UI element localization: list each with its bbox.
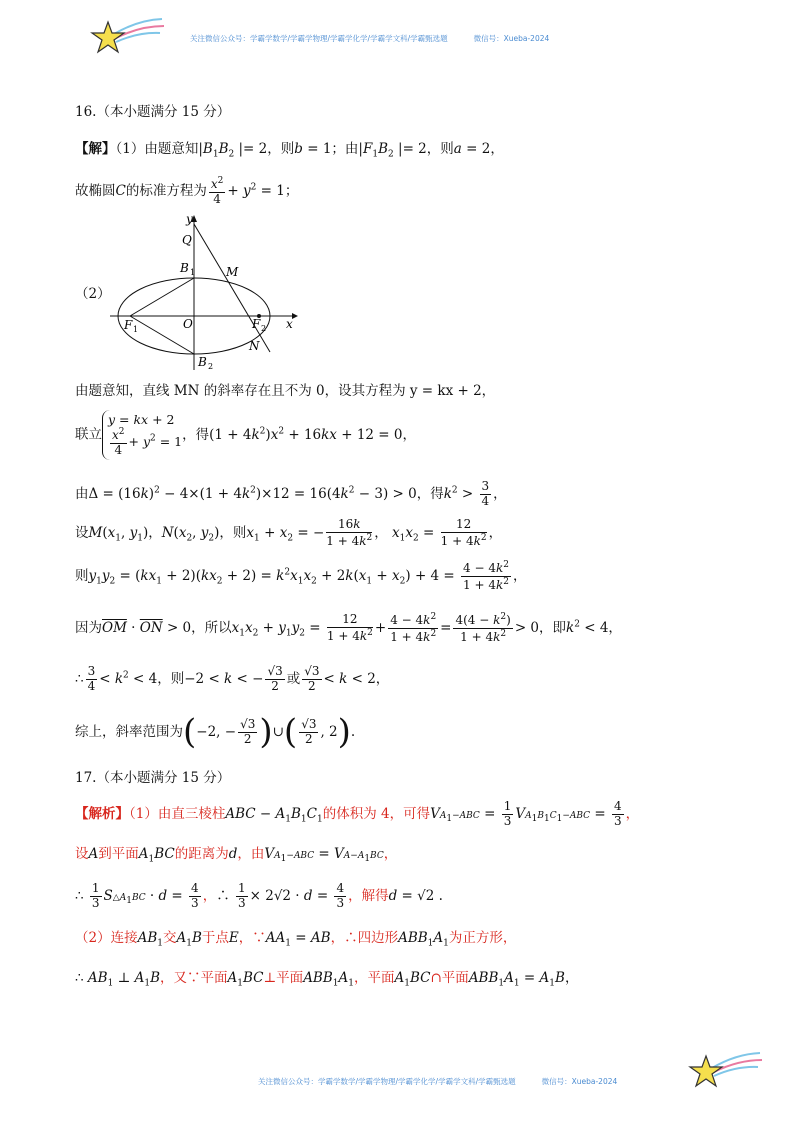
- q17-text: （2）连接: [75, 930, 138, 946]
- q16-text: 设: [75, 524, 89, 541]
- q17-text: ，平面: [354, 970, 395, 986]
- star-logo-icon: [88, 14, 168, 60]
- q16-text: ，即: [539, 619, 567, 636]
- q16-text: ；: [284, 182, 299, 199]
- q17-text: 交: [163, 930, 177, 946]
- star-logo-icon: [686, 1048, 766, 1094]
- q17-solve-d-line: ∴ $\frac{1}{3}$ $S\triangle A_1BC \cdot d$ = $\frac{4}{3}$ ，∴ $\frac{1}{3}$ × 2√2 · d = $\frac{4}{3}$ ，解得d = √2 .: [75, 881, 443, 910]
- q16-text: ，则: [267, 141, 295, 157]
- q16-text: ∴: [75, 670, 84, 687]
- svg-text:1: 1: [133, 325, 139, 334]
- q16-text: ，所以: [191, 619, 232, 636]
- q17-part1-line: 【解析】（1）由直三棱柱ABC − $A_1B_1C_1$的体积为 4，可得$VA_1-ABC$ = $\frac{1}{3}$ $VA_1B_1C_1-ABC$ = $\frac{4}{3}$ ，: [75, 799, 640, 828]
- q16-text: 故椭圆: [75, 182, 116, 199]
- q16-dot-product-line: 因为$\overline{OM} \cdot \overline{ON} > 0$，所以$x_1x_2 + y_1y_2$ = $\frac{12}{1 + 4k^2}$ + $\frac{4 - 4k^2}{1 + 4k^2}$ = $\frac{4(4 - k^2)}{1 + 4k^2}$ > 0，即$k^2 < 4$，: [75, 612, 622, 644]
- q16-vieta-line: 设$M(x_1$, $y_1$)，$N(x_2$, $y_2$)，则$x_1 + x_2$ = − $\frac{16k}{1 + 4k^2}$ ， $x_1x_2$ = $\frac{12}{1 + 4k^2}$ ，: [75, 517, 503, 548]
- q16-title: 16.（本小题满分 15 分）: [75, 104, 231, 120]
- footer-text: 关注微信公众号：学霸学数学/学霸学物理/学霸学化学/学霸学文科/学霸甄选题: [258, 1077, 516, 1086]
- svg-text:2: 2: [261, 324, 267, 333]
- q16-text: ，则: [426, 141, 454, 157]
- q16-system-line: 联立 y = kx + 2 $\frac{x^2}{4}$ + $y^2 = 1$ ，得$(1 + 4k^2)x^2 + 16kx + 12 = 0$，: [75, 410, 416, 460]
- fig-label-y: y: [186, 212, 193, 226]
- q17-text: ⊥平面: [263, 970, 304, 986]
- q17-distance-line: 设A到平面$A_1BC$的距离为d，由$VA_1-ABC = VA-A_1BC$，: [75, 846, 398, 865]
- fig-label-M: M: [226, 265, 239, 279]
- q16-text: ，: [490, 141, 504, 157]
- q17-text: 设: [75, 846, 89, 862]
- q16-text: ；由: [331, 141, 359, 157]
- q16-conclusion-line: 综上，斜率范围为(−2, − $\frac{√3}{2}$ )∪( $\frac{√3}{2}$ , 2).: [75, 712, 356, 752]
- q16-k-range-line: ∴ $\frac{3}{4}$ < $k^2 < 4$，则−2 < k < − $\frac{√3}{2}$ 或 $\frac{√3}{2}$ < k < 2，: [75, 664, 390, 693]
- q17-text: ，∴四边形: [330, 930, 399, 946]
- q16-line-mn: 由题意知，直线 MN 的斜率存在且不为 0，设其方程为 y = kx + 2，: [75, 383, 496, 399]
- q16-text: ，则: [157, 670, 185, 687]
- q16-text: 综上，斜率范围为: [75, 723, 183, 740]
- q17-part2-line: （2）连接$AB_1$交$A_1B$于点E，$\because AA_1$ = AB，∴四边形$ABB_1A_1$为正方形，: [75, 930, 517, 949]
- q17-text: ∩平面: [430, 970, 469, 986]
- q16-text: 的标准方程为: [125, 182, 207, 199]
- page-footer: [258, 1076, 617, 1087]
- q17-text: 到平面: [98, 846, 139, 862]
- q17-text: ，∵: [238, 930, 266, 946]
- q17-text: （1）由直三棱柱: [129, 805, 226, 822]
- q17-text: 的体积为 4，可得: [322, 805, 431, 822]
- fig-label-Q: Q: [182, 233, 192, 247]
- q17-text: ，解得: [348, 887, 389, 904]
- fig-label-B2: B: [198, 355, 207, 369]
- footer-wechat: 微信号：Xueba-2024: [541, 1077, 618, 1086]
- fig-label-O: O: [183, 317, 193, 331]
- header-text: 关注微信公众号：学霸学数学/学霸学物理/学霸学化学/学霸学文科/学霸甄选题: [190, 34, 448, 43]
- q17-sol-tag: 【解析】: [75, 805, 129, 822]
- svg-text:2: 2: [208, 362, 214, 371]
- svg-text:1: 1: [190, 268, 196, 277]
- ellipse-figure: [104, 210, 304, 372]
- fig-label-F1: F: [124, 318, 133, 332]
- fig-label-N: N: [249, 339, 260, 353]
- q16-y1y2-line: 则$y_1y_2 = (kx_1 + 2)(kx_2 + 2) = k^2x_1x_2 + 2k(x_1 + x_2) + 4$ = $\frac{4 - 4k^2}{1 + 4k^2}$ ，: [75, 560, 527, 592]
- header-wechat: 微信号：Xueba-2024: [473, 34, 550, 43]
- fig-label-B1: B: [180, 261, 189, 275]
- fig-label-F2: F: [252, 317, 261, 331]
- math: $|F_1B_2$ |= 2: [358, 141, 427, 160]
- q16-part1-line: 【解】（1）由题意知$|B_1B_2$ |= 2，则b = 1；由$|F_1B_2$ |= 2，则a = 2，: [75, 141, 504, 160]
- q16-ellipse-eq-line: 故椭圆C的标准方程为 $\frac{x^2}{4}$ + $y^2 = 1$；: [75, 176, 299, 206]
- q16-delta-line: 由$\Delta = (16k)^2 - 4\times(1 + 4k^2)\times 12 = 16(4k^2 - 3) > 0$，得$k^2$ > $\frac{3}{4}$ ，: [75, 479, 507, 508]
- q16-text: （1）由题意知: [115, 141, 199, 157]
- q17-title: 17.（本小题满分 15 分）: [75, 770, 231, 786]
- q17-text: 为正方形，: [448, 930, 517, 946]
- q16-text: 由: [75, 485, 89, 502]
- q16-part2-label: （2）: [75, 286, 111, 302]
- math: $|B_1B_2$ |= 2: [198, 141, 268, 160]
- q16-sol-tag: 【解】: [75, 141, 116, 157]
- q16-text: ，则: [219, 524, 247, 541]
- fig-label-x: x: [286, 317, 293, 331]
- q17-text: ，由: [237, 846, 265, 862]
- q17-text: 于点: [201, 930, 229, 946]
- q16-text: 或: [286, 670, 301, 687]
- page-header: [190, 33, 549, 44]
- q17-perp-line: ∴ $AB_1$ ⊥ $A_1B$，又∵平面$A_1BC\perp$平面$ABB_1A_1$，平面$A_1BC\cap$平面$ABB_1A_1 = A_1B$，: [75, 970, 579, 989]
- q16-text: ，得: [416, 485, 444, 502]
- q16-text: 因为: [75, 619, 102, 636]
- q16-text: 则: [75, 567, 89, 584]
- q16-text: ，得: [182, 426, 210, 443]
- q17-text: ，又∵平面: [159, 970, 228, 986]
- q16-text: 联立: [75, 426, 102, 443]
- q17-text: 的距离为: [174, 846, 229, 862]
